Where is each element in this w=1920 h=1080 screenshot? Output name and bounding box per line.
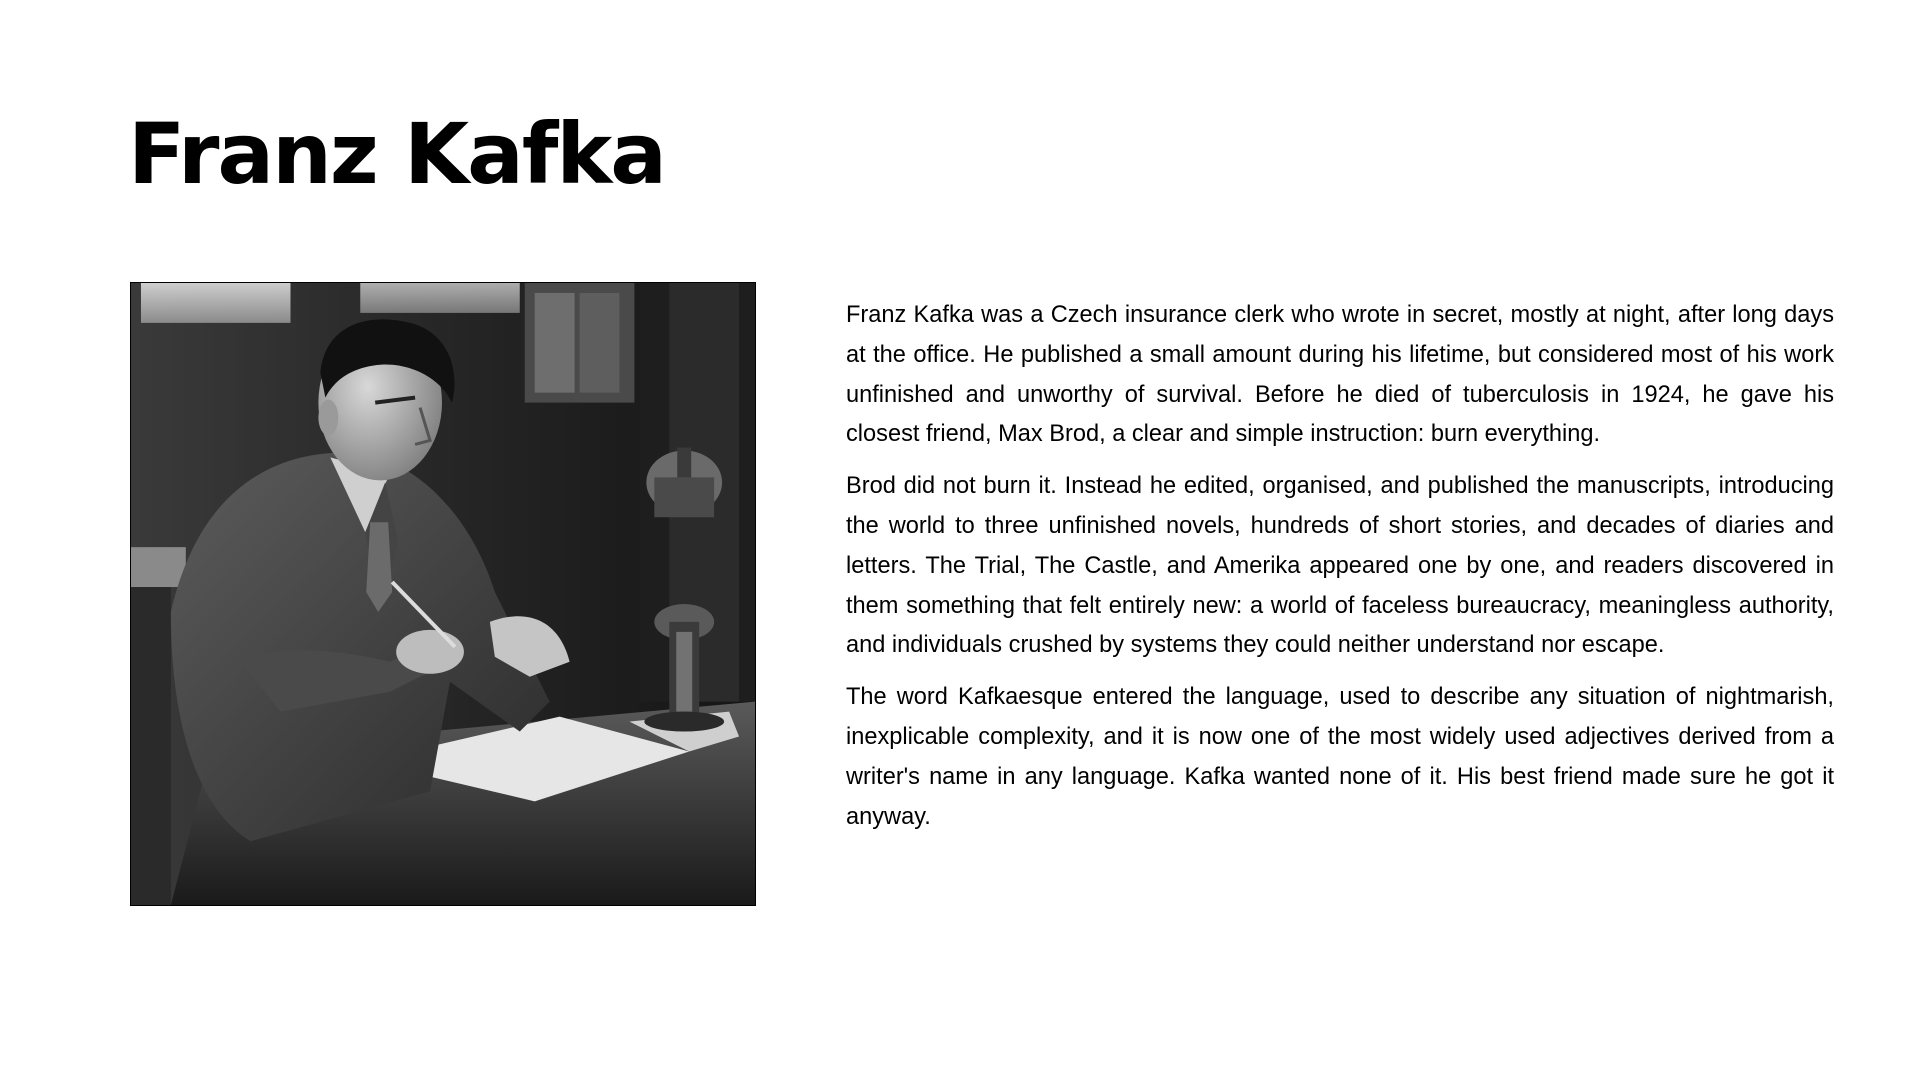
paragraph-3: The word Kafkaesque entered the language, used to describe any situation of nightmarish, inexplicable complexity, and it is now one of the most widely used adjectives derived from a writer's name in any language. Kafka wanted none of it. His best friend made sure he got it anyway. [846,684,1834,830]
portrait-photo [130,282,756,906]
paragraph-1: Franz Kafka was a Czech insurance clerk who wrote in secret, mostly at night, after long days at the office. He published a small amount during his lifetime, but considered most of his work unfinished and unworthy of survival. Before he died of tuberculosis in 1924, he gave his closest friend, Max Brod, a clear and simple instruction: burn everything. [846,302,1834,448]
portrait-photo-illustration [131,283,755,905]
slide-title: Franz Kafka [128,105,665,203]
body-text [846,296,1834,849]
paragraph-2: Brod did not burn it. Instead he edited, organised, and published the manuscripts, introducing the world to three unfinished novels, hundreds of short stories, and decades of diaries and letters. The Trial, The Castle, and Amerika appeared one by one, and readers discovered in them something that felt entirely new: a world of faceless bureaucracy, meaningless authority, and individuals crushed by systems they could neither understand nor escape. [846,473,1834,659]
